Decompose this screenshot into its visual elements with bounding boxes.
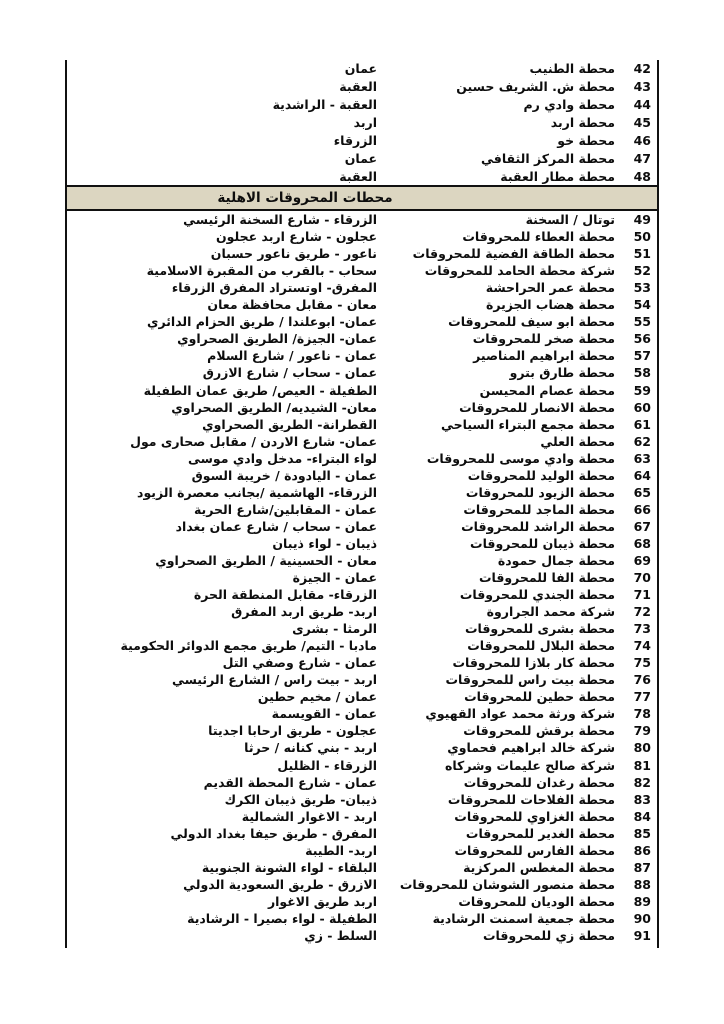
table-row	[67, 60, 657, 78]
stations-table	[65, 60, 659, 948]
station-location: عمان - القويسمة	[271, 706, 377, 722]
station-name: محطة الفا للمحروقات	[478, 570, 615, 586]
station-name: محطة الوديان للمحروقات	[458, 893, 615, 909]
station-location: الرمثا - بشرى	[292, 621, 377, 637]
station-name: شركة صالح عليمات وشركاه	[444, 757, 615, 773]
station-location: اربد - بيت راس / الشارع الرئيسي	[171, 672, 377, 688]
section-header-label: محطات المحروقات الاهلية	[217, 190, 393, 207]
table-row	[67, 671, 657, 688]
station-name: محطة المغطس المركزية	[463, 859, 615, 875]
row-number: 71	[633, 587, 651, 603]
station-name: محطة منصور الشوشان للمحروقات	[399, 876, 615, 892]
row-number: 62	[633, 433, 651, 449]
station-name: محطة ابراهيم المناصير	[473, 348, 615, 364]
station-location: ذيبان- طريق ذيبان الكرك	[224, 791, 377, 807]
station-location: اربد- طريق اربد المفرق	[231, 604, 377, 620]
table-row	[67, 893, 657, 910]
station-location: الازرق - طريق السعودية الدولي	[183, 876, 377, 892]
station-name: محطة طارق بترو	[509, 365, 615, 381]
row-number: 69	[633, 552, 651, 568]
station-name: محطة الوليد للمحروقات	[467, 467, 615, 483]
table-row	[67, 381, 657, 398]
row-number: 89	[633, 893, 651, 909]
table-row	[67, 399, 657, 416]
table-row	[67, 296, 657, 313]
table-row	[67, 245, 657, 262]
row-number: 63	[633, 450, 651, 466]
station-name: محطة العطاء للمحروقات	[462, 229, 615, 245]
station-location: عمان - المقابلين/شارع الحرية	[193, 501, 377, 517]
station-name: محطة ذيبان للمحروقات	[470, 535, 615, 551]
table-row	[67, 364, 657, 381]
station-name: محطة جمال حمودة	[497, 552, 615, 568]
station-name: محطة كار بلازا للمحروقات	[452, 655, 615, 671]
table-row	[67, 757, 657, 774]
station-location: معان- الشيديه/ الطريق الصحراوي	[171, 399, 377, 415]
station-name: محطة الطاقة الفضية للمحروقات	[412, 246, 615, 262]
station-location: اربد طريق الاغوار	[267, 893, 377, 909]
row-number: 70	[633, 570, 651, 586]
row-number: 53	[633, 280, 651, 296]
station-name: محطة الانصار للمحروقات	[459, 399, 615, 415]
station-name: محطة العلي	[540, 433, 615, 449]
table-row	[67, 774, 657, 791]
table-row	[67, 167, 657, 185]
row-number: 46	[633, 132, 651, 148]
station-location: عمان - شارع وصفي التل	[222, 655, 377, 671]
station-location: الزرقاء - الظليل	[277, 757, 377, 773]
table-row	[67, 313, 657, 330]
station-name: محطة جمعية اسمنت الرشادية	[432, 910, 615, 926]
station-name: محطة الراشد للمحروقات	[461, 518, 615, 534]
station-location: الزرقاء	[333, 132, 377, 148]
row-number: 83	[633, 791, 651, 807]
table-row	[67, 705, 657, 722]
station-location: العقبة	[339, 79, 377, 95]
station-location: اربد	[353, 115, 377, 130]
table-row	[67, 654, 657, 671]
station-location: عمان - سحاب / شارع عمان بغداد	[175, 518, 377, 534]
station-location: مادبا - التيم/ طريق مجمع الدوائر الحكومية	[120, 638, 377, 654]
station-name: محطة الفارس للمحروقات	[454, 842, 615, 858]
station-name: توتال / السخنة	[525, 212, 615, 228]
station-name: شركة خالد ابراهيم فحماوي	[447, 740, 615, 756]
table-row	[67, 131, 657, 149]
table-row	[67, 518, 657, 535]
section-header	[67, 185, 657, 211]
row-number: 82	[633, 774, 651, 790]
station-location: عمان- ابوعلندا / طريق الحزام الدائري	[147, 314, 377, 330]
table-row	[67, 910, 657, 927]
station-name: محطة ش. الشريف حسين	[456, 79, 615, 95]
table-row	[67, 433, 657, 450]
station-location: العقبة	[339, 168, 377, 184]
row-number: 87	[633, 859, 651, 875]
table-row	[67, 211, 657, 228]
table-row	[67, 416, 657, 433]
station-name: محطة اربد	[550, 115, 615, 130]
station-name: محطة زي للمحروقات	[482, 928, 615, 943]
row-number: 48	[633, 168, 651, 184]
table-row	[67, 347, 657, 364]
station-name: محطة هضاب الجزيرة	[485, 297, 615, 313]
row-number: 67	[633, 518, 651, 534]
table-row	[67, 96, 657, 114]
station-name: محطة الفلاحات للمحروقات	[447, 791, 615, 807]
station-location: العقبة - الراشدية	[272, 97, 377, 113]
row-number: 85	[633, 825, 651, 841]
station-location: عمان- الجيزة/ الطريق الصحراوي	[177, 331, 377, 347]
station-name: شركة محمد الجراروة	[486, 604, 615, 620]
station-name: محطة وادي موسى للمحروقات	[426, 450, 615, 466]
station-location: ذيبان - لواء ذيبان	[272, 535, 377, 551]
table-row	[67, 330, 657, 347]
table-row	[67, 637, 657, 654]
station-location: السلط - زي	[304, 928, 377, 943]
table-row	[67, 484, 657, 501]
row-number: 44	[633, 97, 651, 113]
table-row	[67, 808, 657, 825]
station-location: عمان	[344, 61, 377, 77]
station-name: محطة بشرى للمحروقات	[464, 621, 615, 637]
row-number: 58	[633, 365, 651, 381]
station-name: محطة رغدان للمحروقات	[463, 774, 615, 790]
station-location: البلقاء - لواء الشونة الجنوبية	[201, 859, 377, 875]
row-number: 75	[633, 655, 651, 671]
row-number: 88	[633, 876, 651, 892]
row-number: 54	[633, 297, 651, 313]
row-number: 68	[633, 535, 651, 551]
row-number: 59	[633, 382, 651, 398]
station-name: محطة وادي رم	[523, 97, 615, 113]
station-location: الطفيلة - لواء بصيرا - الرشادية	[187, 910, 377, 926]
row-number: 61	[633, 416, 651, 432]
station-name: محطة مطار العقبة	[500, 168, 615, 184]
station-location: لواء البتراء- مدخل وادي موسى	[187, 450, 377, 466]
station-location: اربد - بني كنانه / حرثا	[244, 740, 377, 756]
station-location: عجلون - طريق ارحابا اجديتا	[208, 723, 377, 739]
station-location: عمان - اليادودة / خريبة السوق	[191, 467, 377, 483]
station-location: اربد- الطيبة	[305, 842, 377, 858]
station-name: شركة محطة الحامد للمحروقات	[424, 263, 615, 279]
stations-table-top-section	[67, 60, 657, 185]
row-number: 79	[633, 723, 651, 739]
station-location: الزرقاء- الهاشمية /بجانب معصرة الزيود	[137, 484, 377, 500]
station-location: اربد - الاغوار الشمالية	[241, 808, 377, 824]
station-location: عمان - سحاب / شارع الازرق	[202, 365, 377, 381]
station-name: محطة الغدير للمحروقات	[465, 825, 615, 841]
table-row	[67, 842, 657, 859]
row-number: 84	[633, 808, 651, 824]
station-name: شركة ورثة محمد عواد القهيوي	[425, 706, 615, 722]
station-name: محطة خو	[557, 132, 615, 148]
table-row	[67, 620, 657, 637]
row-number: 60	[633, 399, 651, 415]
table-row	[67, 149, 657, 167]
row-number: 81	[633, 757, 651, 773]
station-location: المفرق - طريق حيفا بغداد الدولي	[170, 825, 377, 841]
table-row	[67, 501, 657, 518]
station-name: محطة عمر الحراحشة	[485, 280, 615, 296]
station-location: عمان / مخيم حطين	[257, 689, 377, 705]
table-row	[67, 739, 657, 756]
row-number: 52	[633, 263, 651, 279]
station-location: عمان	[344, 150, 377, 166]
station-name: محطة الطنيب	[529, 61, 615, 77]
station-name: محطة مجمع البتراء السياحي	[440, 416, 615, 432]
station-name: محطة برقش للمحروقات	[463, 723, 615, 739]
table-row	[67, 586, 657, 603]
table-row	[67, 450, 657, 467]
station-name: محطة الجندي للمحروقات	[459, 587, 615, 603]
station-location: ناعور - طريق ناعور حسبان	[210, 246, 377, 262]
row-number: 55	[633, 314, 651, 330]
station-location: القطرانة- الطريق الصحراوي	[202, 416, 377, 432]
station-location: عمان - ناعور / شارع السلام	[207, 348, 377, 364]
row-number: 56	[633, 331, 651, 347]
station-location: الطفيلة - العيص/ طريق عمان الطفيلة	[143, 382, 377, 398]
table-row	[67, 114, 657, 132]
table-row	[67, 535, 657, 552]
row-number: 42	[633, 61, 651, 77]
row-number: 50	[633, 229, 651, 245]
row-number: 64	[633, 467, 651, 483]
row-number: 78	[633, 706, 651, 722]
stations-table-private-section	[67, 211, 657, 944]
row-number: 90	[633, 910, 651, 926]
table-row	[67, 467, 657, 484]
station-location: عمان- شارع الاردن / مقابل صحارى مول	[130, 433, 377, 449]
row-number: 73	[633, 621, 651, 637]
station-location: معان - الحسينية / الطريق الصحراوي	[155, 552, 377, 568]
row-number: 80	[633, 740, 651, 756]
table-row	[67, 859, 657, 876]
station-location: سحاب - بالقرب من المقبرة الاسلامية	[146, 263, 377, 279]
table-row	[67, 825, 657, 842]
row-number: 49	[633, 212, 651, 228]
row-number: 76	[633, 672, 651, 688]
station-location: الزرقاء- مقابل المنطقة الحرة	[193, 587, 377, 603]
station-location: معان - مقابل محافظة معان	[207, 297, 377, 313]
row-number: 45	[633, 115, 651, 130]
row-number: 47	[633, 150, 651, 166]
station-name: محطة المركز الثقافي	[481, 150, 615, 166]
table-row	[67, 876, 657, 893]
row-number: 72	[633, 604, 651, 620]
station-location: عمان - شارع المحطة القديم	[203, 774, 377, 790]
station-name: محطة ابو سيف للمحروقات	[448, 314, 615, 330]
station-name: محطة صخر للمحروقات	[472, 331, 615, 347]
station-location: المفرق- اوتستراد المفرق الزرقاء	[171, 280, 377, 296]
table-row	[67, 791, 657, 808]
row-number: 65	[633, 484, 651, 500]
table-row	[67, 279, 657, 296]
table-row	[67, 569, 657, 586]
row-number: 51	[633, 246, 651, 262]
row-number: 77	[633, 689, 651, 705]
table-row	[67, 78, 657, 96]
station-name: محطة الغزاوي للمحروقات	[454, 808, 615, 824]
row-number: 66	[633, 501, 651, 517]
table-row	[67, 262, 657, 279]
station-location: الزرقاء - شارع السخنة الرئيسي	[183, 212, 377, 228]
table-row	[67, 603, 657, 620]
station-location: عجلون - شارع اربد عجلون	[215, 229, 377, 245]
table-row	[67, 722, 657, 739]
station-name: محطة بيت راس للمحروقات	[445, 672, 615, 688]
table-row	[67, 228, 657, 245]
row-number: 43	[633, 79, 651, 95]
table-row	[67, 688, 657, 705]
row-number: 86	[633, 842, 651, 858]
station-name: محطة الزيود للمحروقات	[465, 484, 615, 500]
station-name: محطة عصام المحيسن	[479, 382, 615, 398]
station-location: عمان - الجيزة	[292, 570, 377, 586]
station-name: محطة البلال للمحروقات	[467, 638, 615, 654]
table-row	[67, 552, 657, 569]
row-number: 57	[633, 348, 651, 364]
station-name: محطة حطين للمحروقات	[464, 689, 615, 705]
table-row	[67, 927, 657, 944]
row-number: 91	[633, 928, 651, 943]
station-name: محطة الماجد للمحروقات	[463, 501, 615, 517]
row-number: 74	[633, 638, 651, 654]
